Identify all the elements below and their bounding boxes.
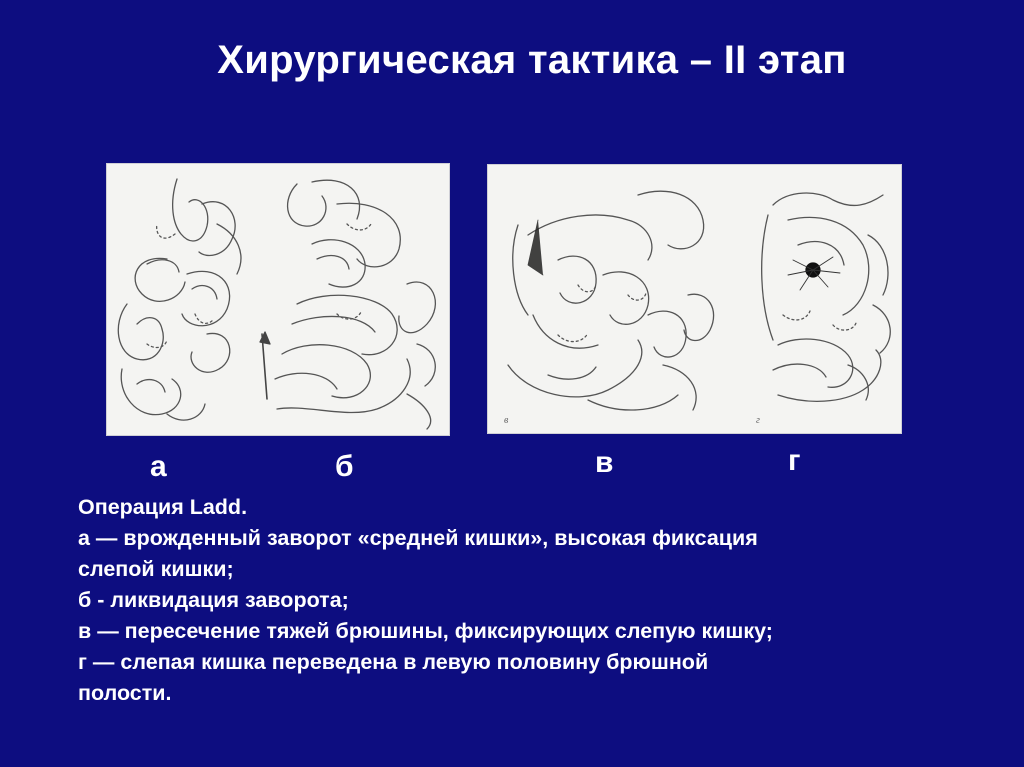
caption-line: г — слепая кишка переведена в левую половину брюшной [78,650,709,674]
panel-a-drawing [118,179,241,420]
intestine-drawing-v-g [488,165,901,433]
panel-label-v: в [595,446,614,479]
caption-line: б - ликвидация заворота; [78,588,349,612]
intestine-drawing-a-b [107,164,449,435]
figure-caption [78,492,978,709]
caption-line: в — пересечение тяжей брюшины, фиксирующих слепую кишку; [78,619,773,643]
panel-label-a: а [150,450,167,483]
panel-label-b: б [335,450,354,483]
illustration-plate-a-b [107,164,449,435]
panel-v-drawing [508,191,714,410]
panel-g-drawing [762,193,891,401]
printed-mark-g: г [756,415,760,426]
caption-line: Операция Ladd. [78,495,248,519]
panel-b-drawing [260,180,435,429]
illustration-plate-v-g [488,165,901,433]
printed-mark-v: в [504,415,509,426]
slide-title: Хирургическая тактика – II этап [217,38,847,82]
caption-line: слепой кишки; [78,557,234,581]
caption-line: полости. [78,681,172,705]
caption-line: а — врожденный заворот «средней кишки», высокая фиксация [78,526,758,550]
panel-label-g: г [788,444,801,477]
